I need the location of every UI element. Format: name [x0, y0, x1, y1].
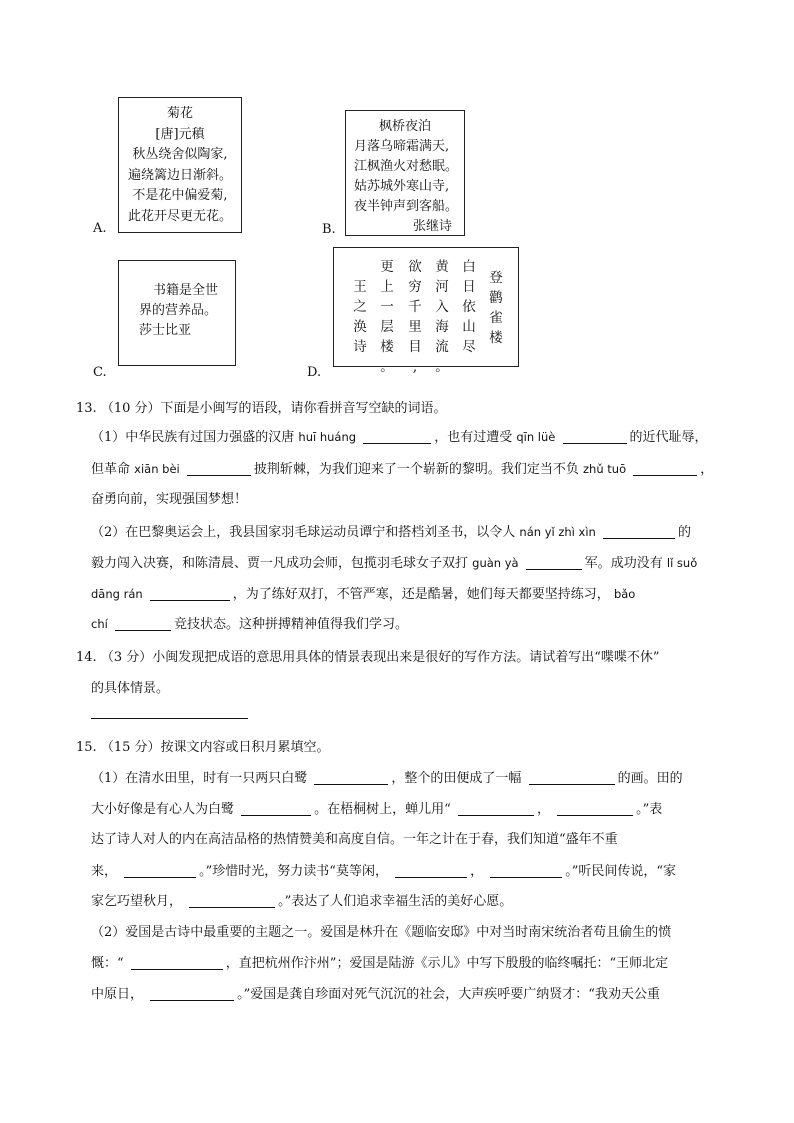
vertical-char: 黄	[435, 259, 449, 275]
answer-blank[interactable]	[314, 770, 388, 785]
q15-line: （1）在清水田里，时有一只两只白鹭 ，整个的田便成了一幅 的画。田的	[91, 771, 683, 786]
answer-blank[interactable]	[124, 863, 196, 878]
vertical-char: ,	[412, 359, 418, 375]
question-number: 15.	[76, 740, 97, 755]
vertical-char: 欲	[408, 259, 422, 275]
vertical-char: 里	[408, 319, 422, 335]
vertical-poem-line	[379, 257, 395, 377]
poem-line: 秋丛绕舍似陶家,	[132, 147, 228, 162]
option-c-label[interactable]: C.	[93, 365, 107, 380]
poem-line: 夜半钟声到客船。	[354, 199, 459, 214]
pinyin: nán yǐ zhì xìn	[519, 525, 596, 539]
q13-line: 奋勇向前，实现强国梦想！	[91, 492, 248, 507]
quote-author: 莎士比亚	[139, 323, 192, 338]
q15-line: （2）爱国是古诗中最重要的主题之一。爱国是林升在《题临安邸》中对当时南宋统治者苟且偷生的愤	[91, 925, 672, 940]
question-number: 14.	[76, 650, 97, 665]
vertical-char: 鹳	[489, 290, 503, 306]
pinyin: dāng rán	[91, 587, 143, 601]
answer-blank[interactable]	[395, 863, 467, 878]
question-number: 13.	[76, 401, 97, 416]
pinyin: bǎo	[613, 587, 636, 601]
vertical-char: 之	[353, 299, 367, 315]
q13-line: dāng rán ，为了练好双打，不管严寒，还是酷暑，她们每天都要坚持练习， bǎo	[91, 587, 636, 602]
poem-author: 张继诗	[412, 219, 452, 234]
vertical-poem-line	[461, 257, 477, 357]
q15-line: 来， 。”珍惜时光，努力读书“莫等闲， ， 。”听民间传说，“家	[91, 864, 677, 879]
vertical-char: 穷	[408, 279, 422, 295]
vertical-poem-author	[352, 277, 368, 357]
vertical-char: 诗	[353, 339, 367, 355]
pinyin: chí	[91, 617, 108, 631]
answer-blank[interactable]	[458, 801, 534, 816]
q14-header: 14. （3 分）小闽发现把成语的意思用具体的情景表现出来是很好的写作方法。请试着写出“喋喋不休”	[76, 650, 660, 665]
pinyin: guàn yà	[472, 556, 519, 570]
pinyin: huī huáng	[298, 430, 357, 444]
poem-author: [唐]元稹	[155, 126, 205, 142]
vertical-poem-line	[407, 257, 423, 377]
q15-line: 达了诗人对人的内在高洁品格的热情赞美和高度自信。一年之计在于春，我们知道“盛年不重	[91, 832, 618, 847]
q14-line: 的具体情景。	[91, 681, 170, 696]
answer-blank[interactable]	[115, 616, 171, 631]
q15-header: 15. （15 分）按课文内容或日积月累填空。	[76, 740, 330, 755]
vertical-char: 登	[489, 270, 503, 286]
answer-blank[interactable]	[526, 555, 582, 570]
option-b-poem-box	[345, 110, 465, 236]
vertical-char: 楼	[489, 330, 503, 346]
answer-blank[interactable]	[187, 461, 251, 476]
vertical-char: 流	[435, 339, 449, 355]
q15-line: 中原日， 。”爱国是龚自珍面对死气沉沉的社会，大声疾呼要广纳贤才：“我劝天公重	[91, 987, 660, 1002]
vertical-char: 山	[462, 319, 476, 335]
vertical-char: 尽	[462, 339, 476, 355]
q13-line: 但革命 xiān bèi 披荆斩棘，为我们迎来了一个崭新的黎明。我们定当不负 zhǔ tuō ，	[91, 462, 714, 477]
vertical-char: 。	[380, 359, 394, 375]
poem-line: 姑苏城外寒山寺,	[354, 179, 450, 194]
answer-blank[interactable]	[131, 955, 223, 970]
poem-title: 枫桥夜泊	[378, 119, 431, 134]
poem-line: 此花开尽更无花。	[127, 208, 232, 224]
option-a-label[interactable]: A.	[93, 221, 107, 236]
q13-line: 毅力闯入决赛，和陈清晨、贾一凡成功会师，包揽羽毛球女子双打 guàn yà 军。成功没有 lǐ suǒ	[91, 556, 698, 571]
vertical-char: 上	[380, 279, 394, 295]
vertical-char: 白	[462, 259, 476, 275]
vertical-char: 涣	[353, 319, 367, 335]
pinyin: xiān bèi	[134, 462, 180, 476]
vertical-char: 海	[435, 319, 449, 335]
vertical-char: 王	[353, 279, 367, 295]
q14-answer-line[interactable]	[91, 718, 248, 719]
answer-blank[interactable]	[490, 863, 562, 878]
vertical-char: 楼	[380, 339, 394, 355]
vertical-char: 依	[462, 299, 476, 315]
answer-blank[interactable]	[150, 586, 230, 601]
answer-blank[interactable]	[150, 986, 234, 1001]
vertical-char: 目	[408, 339, 422, 355]
poem-line: 不是花中偏爱菊,	[132, 188, 228, 203]
q13-line: （2）在巴黎奥运会上，我县国家羽毛球运动员谭宁和搭档刘圣书，以令人 nán yǐ zhì xìn 的	[91, 525, 691, 540]
answer-blank[interactable]	[603, 524, 675, 539]
vertical-poem-title	[488, 268, 504, 348]
answer-blank[interactable]	[557, 801, 633, 816]
quote-line: 书籍是全世	[153, 283, 219, 298]
pinyin: qīn lüè	[516, 430, 556, 444]
option-b-label[interactable]: B.	[322, 222, 336, 237]
vertical-char: 千	[408, 299, 422, 315]
pinyin: zhǔ tuō	[583, 462, 627, 476]
option-d-vertical-poem-box	[333, 247, 519, 375]
vertical-char: 日	[462, 279, 476, 295]
q13-line: chí 竞技状态。这种拼搏精神值得我们学习。	[91, 617, 408, 632]
answer-blank[interactable]	[563, 429, 627, 444]
vertical-char: 。	[435, 359, 449, 375]
vertical-char: 雀	[489, 310, 503, 326]
q15-line: 大小好像是有心人为白鹭 。在梧桐树上，蝉儿用“ ， 。”表	[91, 802, 663, 817]
answer-blank[interactable]	[529, 770, 615, 785]
answer-blank[interactable]	[241, 801, 311, 816]
poem-title: 菊花	[166, 106, 193, 121]
vertical-char: 更	[380, 259, 394, 275]
answer-blank[interactable]	[633, 461, 697, 476]
vertical-char: 入	[435, 299, 449, 315]
poem-line: 江枫渔火对愁眠。	[354, 159, 459, 174]
vertical-char: 河	[435, 279, 449, 295]
quote-line: 界的营养品。	[139, 303, 218, 318]
q13-line: （1）中华民族有过国力强盛的汉唐 huī huáng ，也有过遭受 qīn lüè 的近代耻辱，	[91, 430, 708, 445]
vertical-char: 层	[380, 319, 394, 335]
option-a-poem-box	[118, 97, 242, 233]
option-c-quote-box	[118, 260, 236, 366]
vertical-poem-line	[434, 257, 450, 377]
vertical-char: 一	[380, 299, 394, 315]
answer-blank[interactable]	[363, 429, 431, 444]
pinyin: lǐ suǒ	[666, 556, 698, 570]
answer-blank[interactable]	[189, 893, 275, 908]
q13-header: 13. （10 分）下面是小闽写的语段，请你看拼音写空缺的词语。	[76, 401, 447, 416]
q15-line: 慨：“ ，直把杭州作汴州”；爱国是陆游《示儿》中写下殷殷的临终嘱托：“王师北定	[91, 956, 669, 971]
poem-line: 遍绕篱边日渐斜。	[127, 167, 232, 183]
poem-line: 月落乌啼霜满天,	[354, 139, 450, 154]
option-d-label[interactable]: D.	[307, 365, 322, 380]
q15-line: 家乞巧望秋月， 。”表达了人们追求幸福生活的美好心愿。	[91, 894, 513, 909]
